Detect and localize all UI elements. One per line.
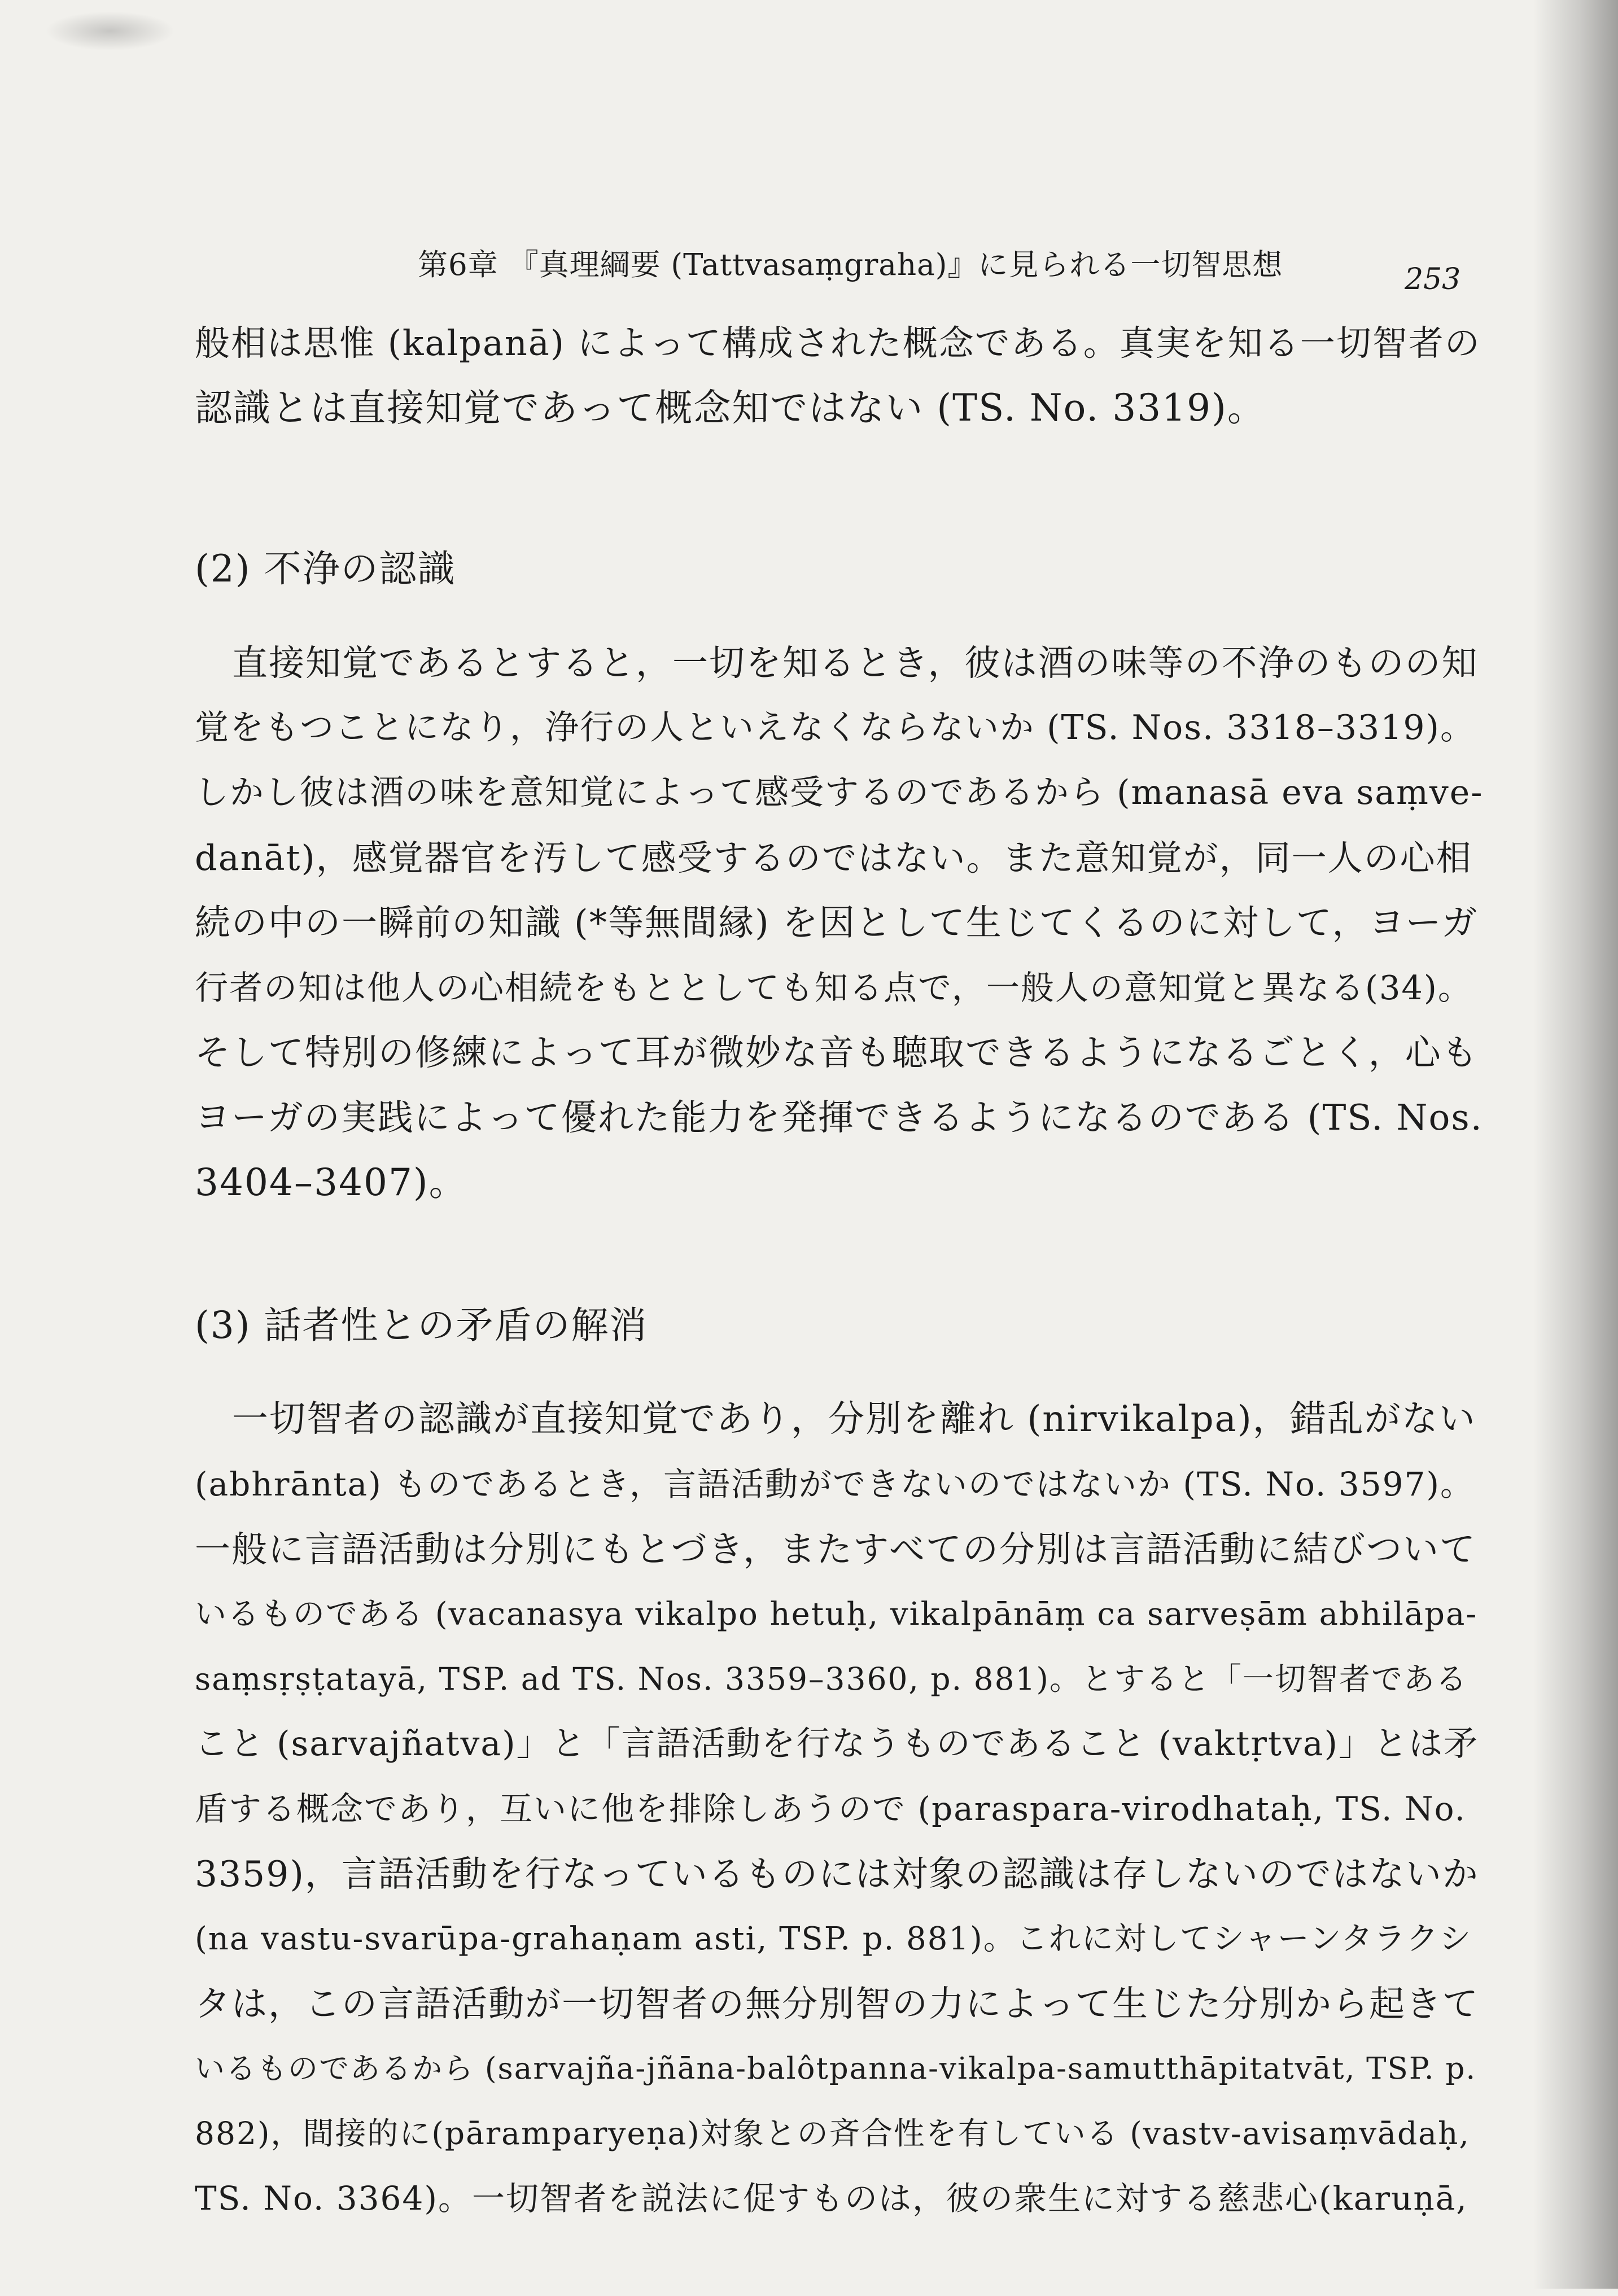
- running-header: 第6章 『真理綱要 (Tattvasaṃgraha)』に見られる一切智思想: [418, 248, 1283, 282]
- text-line: 一般に言語活動は分別にもとづき，またすべての分別は言語活動に結びついて: [195, 1529, 1476, 1570]
- scan-speckle: [45, 11, 175, 51]
- text-line: danāt)，感覚器官を汚して感受するのではない。また意知覚が，同一人の心相: [195, 837, 1472, 878]
- text-line: 直接知覚であるとすると，一切を知るとき，彼は酒の味等の不浄のものの知: [232, 642, 1479, 684]
- text-line: こと (sarvajñatva)」と「言語活動を行なうものであること (vaktṛtva)」とは矛: [195, 1724, 1479, 1764]
- text-line: 認識とは直接知覚であって概念知ではない (TS. No. 3319)。: [195, 386, 1266, 430]
- text-line: TS. No. 3364)。一切智者を説法に促すものは，彼の衆生に対する慈悲心(karuṇā,: [195, 2179, 1468, 2218]
- text-line: 行者の知は他人の心相続をもととしても知る点で，一般人の意知覚と異なる(34)。: [195, 968, 1472, 1007]
- text-line: 882)，間接的に(pāramparyeṇa)対象との斉合性を有している (vastv-avisaṃvādaḥ,: [195, 2115, 1470, 2151]
- text-line: 般相は思惟 (kalpanā) によって構成された概念である。真実を知る一切智者の: [195, 322, 1481, 364]
- text-line: 盾する概念であり，互いに他を排除しあうので (paraspara-virodhataḥ, TS. No.: [195, 1790, 1466, 1828]
- text-line: saṃsṛṣṭatayā, TSP. ad TS. Nos. 3359–3360, p. 881)。とすると「一切智者である: [195, 1661, 1468, 1697]
- text-line: 3404–3407)。: [195, 1161, 467, 1204]
- text-line: (abhrānta) ものであるとき，言語活動ができないのではないか (TS. No. 3597)。: [195, 1465, 1475, 1503]
- text-line: ヨーガの実践によって優れた能力を発揮できるようになるのである (TS. Nos.: [195, 1097, 1483, 1138]
- paragraph-continuation: [195, 310, 1485, 440]
- section-2-paragraph: [195, 631, 1485, 1215]
- text-line: いるものである (vacanasya vikalpo hetuḥ, vikalpānāṃ ca sarveṣām abhilāpa-: [195, 1596, 1478, 1633]
- text-line: 3359)，言語活動を行なっているものには対象の認識は存しないのではないか: [195, 1853, 1479, 1895]
- section-heading-3: (3) 話者性との矛盾の解消: [195, 1304, 648, 1347]
- text-line: 続の中の一瞬前の知識 (*等無間縁) を因として生じてくるのに対して，ヨーガ: [195, 902, 1479, 943]
- text-line: 覚をもつことになり，浄行の人といえなくならないか (TS. Nos. 3318–3319)。: [195, 708, 1475, 747]
- page-number: 253: [1405, 263, 1461, 296]
- text-line: そして特別の修練によって耳が微妙な音も聴取できるようになるごとく，心も: [195, 1032, 1479, 1073]
- section-3-paragraph: [195, 1387, 1485, 2296]
- page-edge-shadow: [1533, 0, 1618, 2289]
- text-line: しかし彼は酒の味を意知覚によって感受するのであるから (manasā eva saṃve-: [195, 773, 1484, 812]
- section-heading-2: (2) 不浄の認識: [195, 547, 456, 591]
- text-line: いるものであるから (sarvajña-jñāna-balôtpanna-vikalpa-samutthāpitatvāt, TSP. p.: [195, 2052, 1477, 2086]
- text-line: (na vastu-svarūpa-grahaṇam asti, TSP. p. 881)。これに対してシャーンタラクシ: [195, 1921, 1472, 1957]
- text-line: 一切智者の認識が直接知覚であり，分別を離れ (nirvikalpa)，錯乱がない: [232, 1398, 1476, 1440]
- text-line: タは，この言語活動が一切智者の無分別智の力によって生じた分別から起きて: [195, 1983, 1479, 2024]
